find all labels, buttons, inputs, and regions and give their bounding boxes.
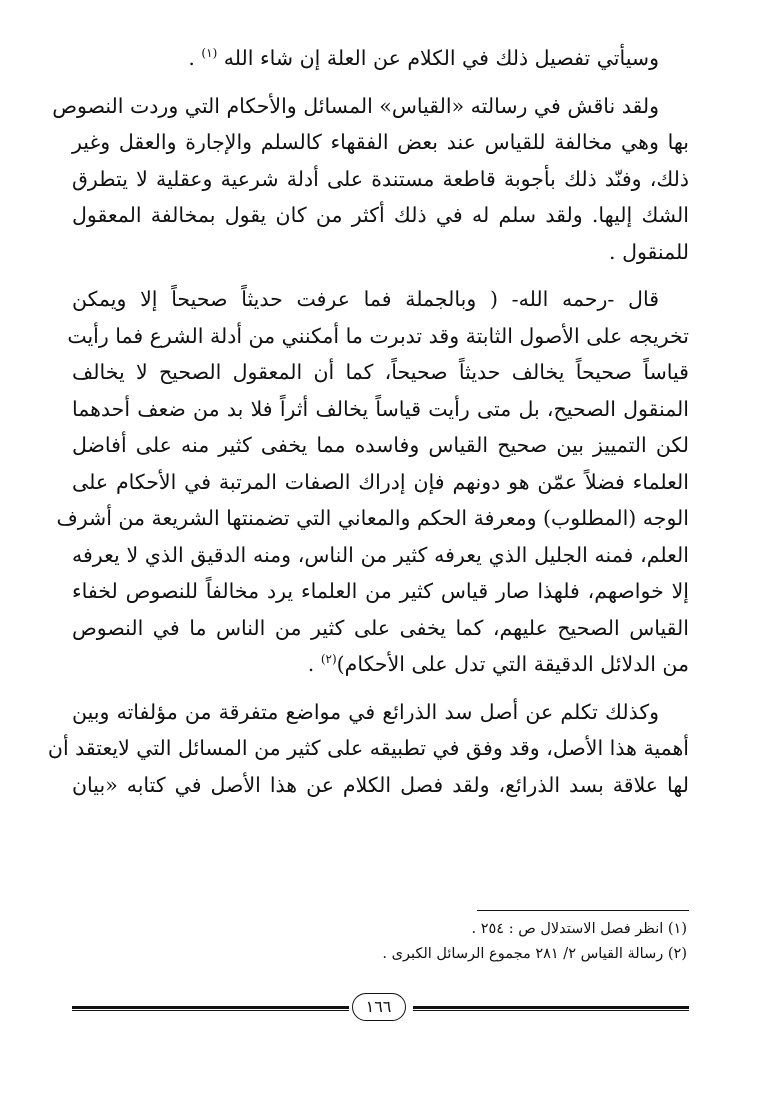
text-line: الشك إليها. ولقد سلم له في ذلك أكثر من كان يقول بمخالفة المعقول (72, 203, 689, 227)
text-line: ذلك، وفنّد ذلك بأجوبة قاطعة مستندة على أدلة شرعية وعقلية لا يتطرق (72, 166, 689, 191)
footnote-ref: (٢) (320, 652, 337, 667)
footnote-ref: (١) (201, 46, 218, 61)
footer-rule-right (413, 1006, 690, 1011)
text-line (72, 40, 659, 77)
text-line: للمنقول . (609, 239, 689, 264)
text-line: بها وهي مخالفة للقياس عند بعض الفقهاء كالسلم والإجارة والعقل وغير (72, 130, 689, 154)
text-line (72, 646, 689, 683)
line-text: من الدلائل الدقيقة التي تدل على الأحكام) (336, 652, 689, 676)
page-number: ١٦٦ (352, 993, 406, 1021)
text-line: قياساً صحيحاً يخالف حديثاً صحيحاً، كما أن المعقول الصحيح لا يخالف (72, 360, 689, 384)
text-line: الوجه (المطلوب) ومعرفة الحكم والمعاني التي تضمنتها الشريعة من أشرف (56, 506, 689, 530)
text-line: لها علاقة بسد الذرائع، ولقد فصل الكلام عن هذا الأصل في كتابه «بيان (72, 772, 689, 797)
text-line: العلماء فضلاً عمّن هو دونهم فإن إدراك الصفات المرتبة في الأحكام على (72, 469, 689, 494)
text-line: وكذلك تكلم عن أصل سد الذرائع في مواضع متفرقة من مؤلفاته وبين (72, 699, 659, 724)
line-tail: . (307, 652, 321, 676)
paragraph-2 (52, 88, 689, 271)
paragraph-1 (72, 40, 689, 77)
paragraph-4 (47, 694, 689, 804)
line-text: وسيأتي تفصيل ذلك في الكلام عن العلة إن شاء الله (223, 46, 659, 70)
footer-rule-left (72, 1006, 349, 1011)
footnote-1: (١) انظر فصل الاستدلال ص : ٢٥٤ . (471, 921, 687, 937)
text-line: تخريجه على الأصول الثابتة وقد تدبرت ما أمكنني من أدلة الشرع فما رأيت (67, 323, 689, 348)
text-line: المنقول الصحيح، بل متى رأيت قياساً يخالف أثراً فلا بد من ضعف أحدهما (72, 396, 689, 421)
footnote-2: (٢) رسالة القياس ٢/ ٢٨١ مجموع الرسائل الكبرى . (382, 946, 687, 962)
footnotes (72, 917, 687, 967)
text-line: لكن التمييز بين صحيح القياس وفاسده مما يخفى كثير منه على أفاضل (72, 433, 689, 457)
text-line: العلم، فمنه الجليل الذي يعرفه كثير من الناس، ومنه الدقيق الذي لا يعرفه (72, 542, 689, 567)
text-line: القياس الصحيح عليهم، كما يخفى على كثير من الناس ما في النصوص (72, 615, 689, 640)
text-line: قال -رحمه الله- ( وبالجملة فما عرفت حديثاً صحيحاً إلا ويمكن (72, 287, 659, 311)
text-line: أهمية هذا الأصل، وقد وفق في تطبيقه على كثير من المسائل التي لايعتقد أن (47, 736, 689, 760)
text-line: إلا خواصهم، فلهذا صار قياس كثير من العلماء يرد مخالفاً للنصوص لخفاء (72, 579, 689, 603)
footnote-divider (477, 910, 689, 911)
page-body (47, 40, 689, 814)
paragraph-3 (56, 281, 689, 683)
line-tail: . (188, 46, 202, 70)
text-line: ولقد ناقش في رسالته «القياس» المسائل والأحكام التي وردت النصوص (52, 93, 659, 118)
